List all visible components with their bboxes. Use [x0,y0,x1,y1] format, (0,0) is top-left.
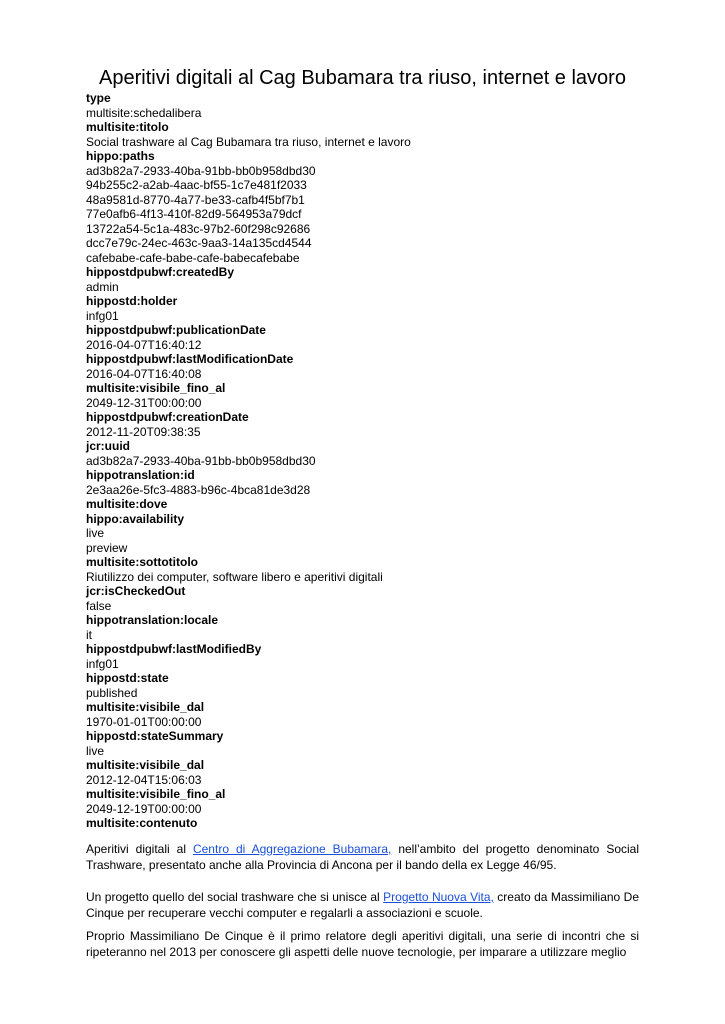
field-key: hippo:availability [86,511,185,526]
field-key: hippostd:stateSummary [86,729,224,743]
field-value: 13722a54-5c1a-483c-97b2-60f298c92686 [86,221,311,236]
field-key: hippo:paths [86,149,155,163]
field-key: multisite:visibile_dal [86,758,205,772]
field-value: 1970-01-01T00:00:00 [86,714,202,729]
field-key: hippotranslation:locale [86,613,219,627]
field-value: infg01 [86,308,119,323]
field-key: multisite:visibile_fino_al [86,381,226,395]
field-value: 77e0afb6-4f13-410f-82d9-564953a79dcf [86,207,302,221]
field-key: multisite:titolo [86,120,169,134]
field-value: 2049-12-19T00:00:00 [86,801,202,816]
field-key: multisite:visibile_fino_al [86,787,226,801]
paragraph-text: Aperitivi digitali al [86,842,193,856]
field-value: 2012-11-20T09:38:35 [86,424,201,439]
field-value: 2049-12-31T00:00:00 [86,395,202,410]
field-value: published [86,685,138,700]
field-value: infg01 [86,656,119,671]
content-paragraph-1 [86,841,639,873]
field-key: jcr:uuid [86,439,130,453]
field-key: multisite:sottotitolo [86,555,198,569]
content-paragraph-3: Proprio Massimiliano De Cinque è il primo relatore degli aperitivi digitali, una serie di incontri che si ripeteranno nel 2013 per conoscere gli aspetti delle nuove tecnologie, per imparare a utilizzare meglio [86,929,639,959]
field-key: multisite:dove [86,497,168,511]
field-value: 48a9581d-8770-4a77-be33-cafb4f5bf7b1 [86,192,305,207]
field-value: admin [86,279,119,294]
field-value: 94b255c2-a2ab-4aac-bf55-1c7e481f2033 [86,178,307,192]
field-key: jcr:isCheckedOut [86,584,186,598]
paragraph-text: Un progetto quello del social trashware che si unisce al [86,890,384,904]
field-value: 2016-04-07T16:40:12 [86,337,202,352]
field-value: Social trashware al Cag Bubamara tra riuso, internet e lavoro [86,134,411,149]
field-key: hippostdpubwf:creationDate [86,410,249,424]
field-key: hippostdpubwf:lastModifiedBy [86,642,262,656]
paragraph-text: creato da Massimiliano De Cinque per recuperare vecchi computer e regalarli a associazioni e scuole. [86,890,639,920]
document-content [86,841,639,960]
field-value: ad3b82a7-2933-40ba-91bb-bb0b958dbd30 [86,453,316,468]
field-value: live [86,526,105,540]
field-value: Riutilizzo dei computer, software libero e aperitivi digitali [86,569,383,584]
field-key: hippostdpubwf:lastModificationDate [86,352,294,366]
field-value: 2e3aa26e-5fc3-4883-b96c-4bca81de3d28 [86,482,311,497]
metadata-fields [86,91,646,831]
field-value: it [86,627,92,642]
field-key: hippotranslation:id [86,468,195,482]
field-key: hippostd:state [86,671,169,685]
field-value: preview [86,540,128,555]
field-value: dcc7e79c-24ec-463c-9aa3-14a135cd4544 [86,236,312,250]
field-key: hippostd:holder [86,294,178,308]
field-key: hippostdpubwf:createdBy [86,265,235,279]
field-key: hippostdpubwf:publicationDate [86,323,266,337]
field-value: 2016-04-07T16:40:08 [86,366,202,381]
field-key: multisite:contenuto [86,816,198,830]
field-value: multisite:schedalibera [86,105,202,120]
field-value: ad3b82a7-2933-40ba-91bb-bb0b958dbd30 [86,163,316,178]
field-key: type [86,91,111,105]
link-progetto-nuova-vita[interactable]: Progetto Nuova Vita, [383,890,494,904]
field-value: cafebabe-cafe-babe-cafe-babecafebabe [86,250,300,265]
link-centro-aggregazione-bubamara[interactable]: Centro di Aggregazione Bubamara, [192,842,392,856]
content-paragraph-2 [86,889,639,921]
field-value: live [86,743,105,758]
paragraph-text: nell’ambito del progetto denominato Social Trashware, presentato anche alla Provincia di Ancona per il bando della ex Legge 46/95. [86,842,640,872]
field-value: 2012-12-04T15:06:03 [86,772,202,787]
field-value: false [86,598,112,613]
field-key: multisite:visibile_dal [86,700,205,714]
document-title: Aperitivi digitali al Cag Bubamara tra riuso, internet e lavoro [99,67,626,89]
